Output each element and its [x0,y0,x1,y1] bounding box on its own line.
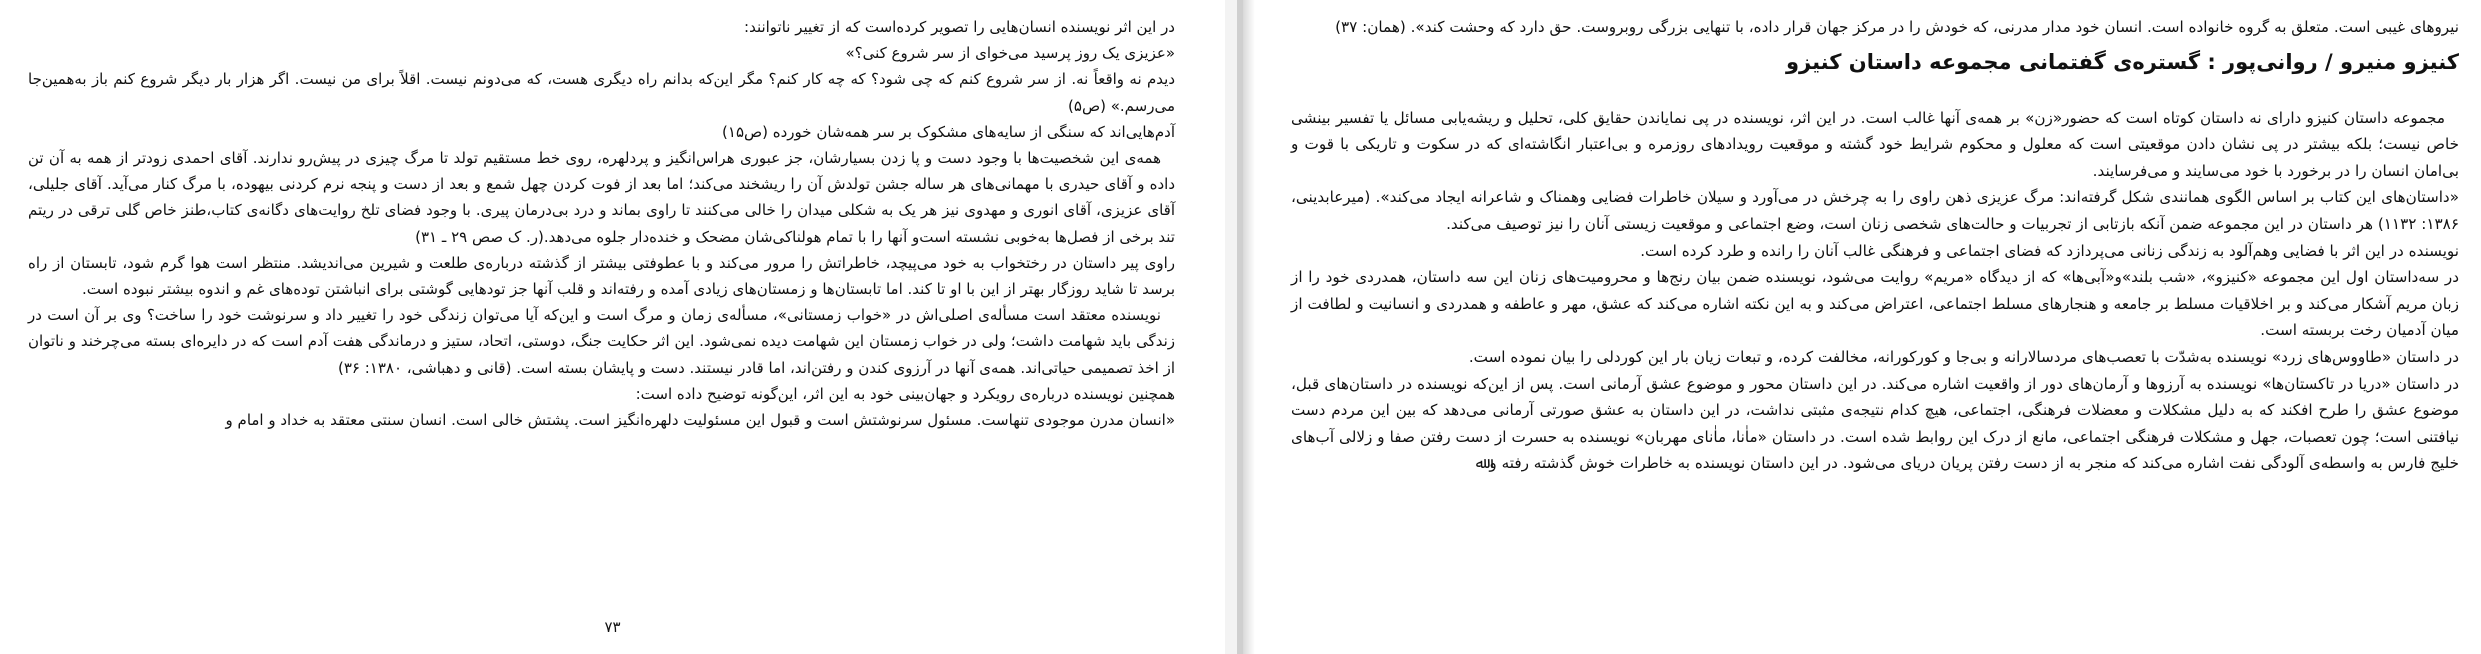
left-page [0,0,1225,654]
quote-paragraph: «عزیزی یک روز پرسید می‌خوای از سر شروع کنی؟» [845,44,1175,63]
right-page [1255,0,2481,654]
body-paragraph: نویسنده در این اثر با فضایی وهم‌آلود به زندگی زنانی می‌پردازد که فضای اجتماعی و فرهنگی غالب آنان را رانده و طرد کرده است. [1640,241,2459,260]
body-paragraph: مجموعه داستان کنیزو دارای نه داستان کوتاه است که حضور«زن» بر همه‌ی آنها غالب است. در این اثر، نویسنده در پی نمایاندن حقایق کلی، تحلیل و ریشه‌یابی مسائل یا تفسیر بینشی خاص نیست؛ بلکه بیشتر در پی نشان دادن موقعیتی است که معلول و محکوم شرایط خود گشته و موقعیت رویدادهای روزمره و بی‌اعتبار انگاشته‌ای که در سکوت و تاریکی با قوت و بی‌امان انسان را در برخورد با خود می‌سایند و می‌فرسایند. [1291,108,2459,180]
body-paragraph: همچنین نویسنده درباره‌ی رویکرد و جهان‌بینی خود به این اثر، این‌گونه توضیح داده است: [635,384,1175,403]
section-heading: کنیزو منیرو / روانی‌پور : گستره‌ی گفتمانی مجموعه داستان کنیزو [1785,49,2459,74]
body-paragraph: نیروهای غیبی است. متعلق به گروه خانواده است. انسان خود مدار مدرنی، که خودش را در مرکز جهان قرار داده، با تنهایی بزرگی روبروست. حق دارد که وحشت کند». (همان: ۳۷) [1335,18,2459,36]
body-paragraph: «داستان‌های این کتاب بر اساس الگوی همانندی شکل گرفته‌اند: مرگ عزیزی ذهن راوی را به چرخش در می‌آورد و سیلان خاطرات فضایی وهمناک و شاعرانه ایجاد می‌کند». (میرعابدینی، ۱۳۸۶: ۱۱۳۲) هر داستان در این مجموعه ضمن آنکه بازتابی از تجربیات و حالت‌های شخصی زنان است، وضع اجتماعی و موقعیت زیستی آنان را نیز توصیف می‌کند. [1291,188,2459,233]
gutter-shadow [1243,0,1255,654]
page-number: ۷۳ [604,618,621,636]
quote-paragraph: «انسان مدرن موجودی تنهاست. مسئول سرنوشتش است و قبول این مسئولیت دلهره‌انگیز است. پشتش خالی است. انسان سنتی معتقد به خداد و امام و [225,411,1175,430]
body-paragraph: همه‌ی این شخصیت‌ها با وجود دست و پا زدن بسیارشان، جز عبوری هراس‌انگیز و پردلهره، روی خط مستقیم تولد تا مرگ چیزی در پیش‌رو ندارند. آقای احمدی زودتر از همه به آن تن داده و آقای حیدری با مهمانی‌های هر ساله جشن تولدش آن را ریشخند می‌کند؛ اما بعد از فوت کردن چهل شمع و بعد از دست و پنجه نرم کردنی بیهوده، با مرگ کنار می‌آید. آقای جلیلی، آقای عزیزی، آقای انوری و مهدوی نیز هر یک به شکلی میدان را خالی می‌کنند تا راوی بماند و درد بی‌درمان پیری. با وجود فضای تلخ روایت‌های دگانه‌ی کتاب،طنز خاص گلی ترقی در ریتم تند برخی از فصل‌ها به‌خوبی نشسته است‌و آنها را با تمام هولناکی‌شان مضحک و خنده‌دار جلوه می‌دهد.(ر. ک صص ۲۹ ـ ۳۱) [28,149,1175,246]
body-paragraph: راوی پیر داستان در رختخواب به خود می‌پیچد، خاطراتش را مرور می‌کند و با عطوفتی بیشتر از گذشته درباره‌ی طلعت و شیرین می‌اندیشد. منتظر است هوا گرم شود، تابستان از راه برسد تا شاید روزگار بهتر از این با او تا کند. اما تابستان‌ها و زمستان‌های زیادی آمده و رفته‌اند و قلب آنها جز تودهایی گوشتی برای انباشتن توده‌های غم و اندوه بیشتر نبوده است. [28,253,1175,299]
body-paragraph: در این اثر نویسنده انسان‌هایی را تصویر کرده‌است که از تغییر ناتوانند: [744,18,1175,36]
body-paragraph: در داستان «دریا در تاکستان‌ها» نویسنده به آرزوها و آرمان‌های دور از واقعیت اشاره می‌کند. در این داستان محور و موضوع عشق آرمانی است. پس از این‌که نویسنده در داستان‌های قبل، موضوع عشق را طرح افکند که به دلیل مشکلات و معضلات فرهنگی، اجتماعی، هیچ کدام نتیجه‌ی مثبتی نداشت، در این داستان به عشق صورتی آرمانی می‌دهد که بین این مردم دست نیافتنی است؛ چون تعصبات، جهل و مشکلات فرهنگی اجتماعی، مانع از درک این روابط شده است. در داستان «ماٰنا، ماٰنای مهربان» نویسنده به حسرت از دست رفتن صفا و زلالی آب‌های خلیج فارس به واسطه‌ی آلودگی نفت اشاره می‌کند که منجر به از دست رفتن پریان دریای می‌شود. در این داستان نویسنده به خاطرات خوش گذشته رفته و ﷲ [1291,374,2459,473]
body-paragraph: آدم‌هایی‌اند که سنگی از سایه‌های مشکوک بر سر همه‌شان خورده (ص۱۵) [722,122,1175,141]
body-paragraph: در سه‌داستان اول این مجموعه «کنیزو»، «شب بلند»و«آبی‌ها» که از دیدگاه «مریم» روایت می‌شود، نویسنده ضمن بیان رنج‌ها و محرومیت‌های زنان این سه داستان، همدردی خود را از زبان مریم آشکار می‌کند و بر اخلاقیات مسلط بر جامعه و هنجارهای مسلط اجتماعی، اعتراض می‌کند و به این نکته اشاره می‌کند که عشق، مهر و عاطفه و همدردی و انسانیت و لطافت از میان آدمیان رخت بربسته است. [1291,268,2459,340]
body-paragraph: در داستان «طاووس‌های زرد» نویسنده به‌شدّت با تعصب‌های مردسالارانه و بی‌جا و کورکورانه، مخالفت کرده، و تبعات زیان بار این کوردلی را بیان نموده است. [1468,347,2459,366]
body-paragraph: نویسنده معتقد است مسأله‌ی اصلی‌اش در «خواب زمستانی»، مسأله‌ی زمان و مرگ است و این‌که آیا می‌توان زندگی خود را تغییر داد و سرنوشت خود را ساخت؟ وی بر آن است در زندگی باید شهامت داشت؛ ولی در خواب زمستان این شهامت دیده نمی‌شود. این اثر حکایت جنگ، دوستی، اتحاد، ستیز و درماندگی هفت آدم است که در دایره‌ای بسته می‌چرخند و ناتوان از اخذ تصمیمی حیاتی‌اند. همه‌ی آنها در آرزوی کندن و رفتن‌اند، اما قادر نیستند. دست و پایشان بسته است. (قانی و دهباشی، ۱۳۸۰: ۳۶) [28,306,1175,377]
quote-paragraph: دیدم نه واقعاً نه. از سر شروع کنم که چی شود؟ که چه کار کنم؟ مگر این‌که بدانم راه دیگری هست، که می‌دونم نیست. اقلاً برای من نیست. اگر هزار بار دیگر شروع کنم باز به‌همین‌جا می‌رسم.» (ص۵) [28,70,1175,115]
